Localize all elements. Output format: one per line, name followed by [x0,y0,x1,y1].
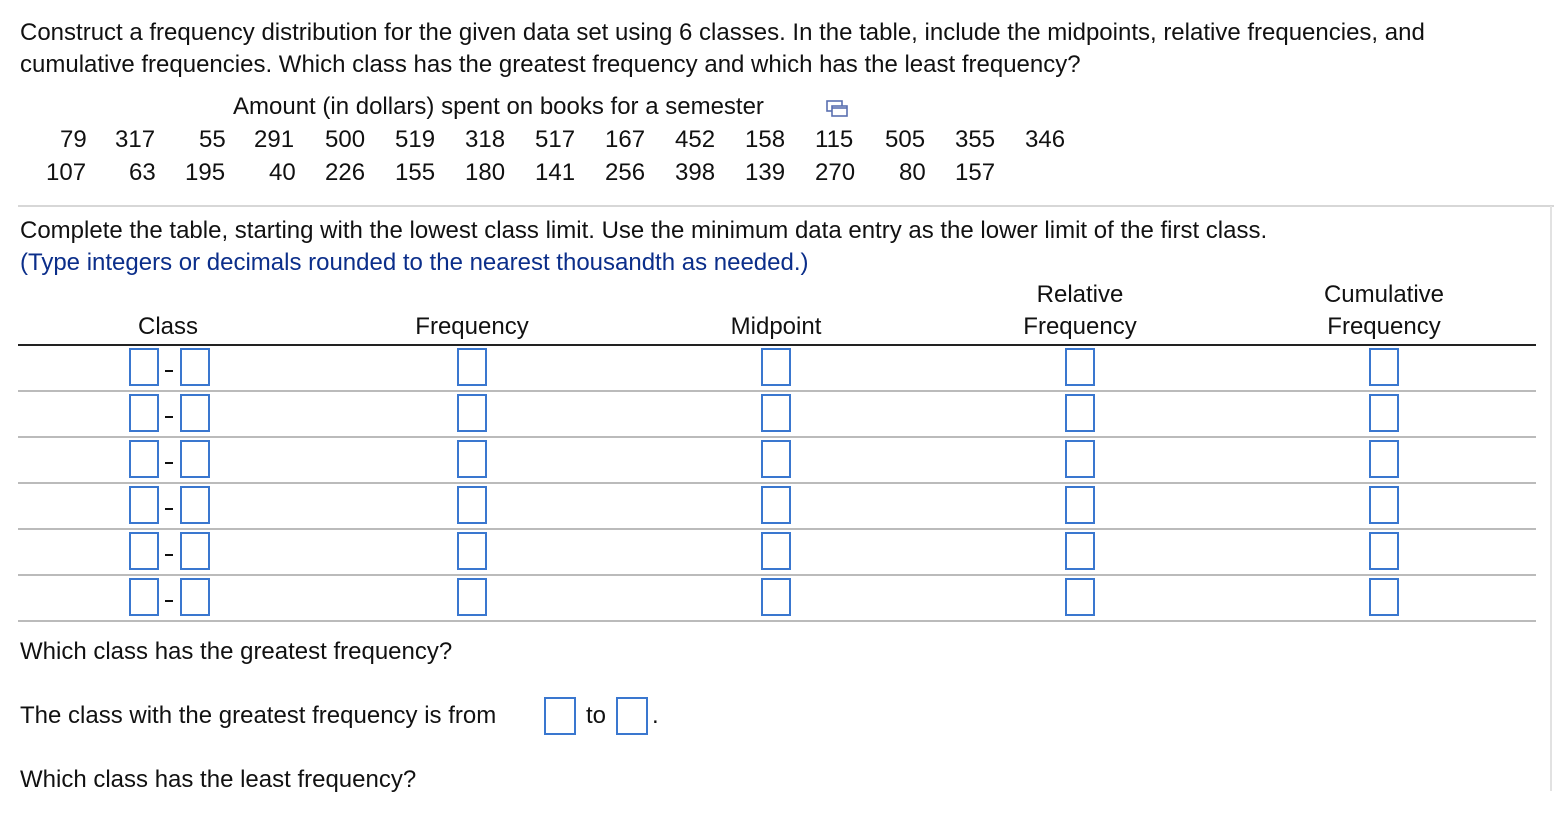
data-value: 398 [675,159,716,186]
data-value: 63 [129,159,156,186]
midpoint-input-4[interactable] [761,486,791,524]
header-frequency: Frequency [415,313,529,340]
relative-frequency-input-5[interactable] [1065,532,1095,570]
data-value: 158 [745,126,786,153]
panel-edge [1550,206,1552,791]
data-value: 226 [325,159,366,186]
midpoint-input-6[interactable] [761,578,791,616]
data-value: 79 [60,126,87,153]
cumulative-frequency-input-1[interactable] [1369,348,1399,386]
class-lower-input-2[interactable] [129,394,159,432]
class-lower-input-4[interactable] [129,486,159,524]
frequency-input-5[interactable] [457,532,487,570]
header-cumulative-frequency [1304,279,1464,343]
midpoint-input-5[interactable] [761,532,791,570]
data-row-1 [0,124,1100,156]
sentence-period: . [652,702,659,729]
data-value: 291 [254,126,295,153]
midpoint-input-2[interactable] [761,394,791,432]
header-relative-frequency [1000,279,1160,343]
relative-frequency-input-4[interactable] [1065,486,1095,524]
class-upper-input-1[interactable] [180,348,210,386]
class-lower-input-5[interactable] [129,532,159,570]
data-value: 270 [815,159,856,186]
data-value: 40 [269,159,296,186]
greatest-class-to-input[interactable] [616,697,648,735]
row-rule [18,620,1536,622]
data-value: 115 [815,126,854,153]
data-value: 195 [185,159,226,186]
cumulative-frequency-input-6[interactable] [1369,578,1399,616]
class-separator [165,462,173,464]
data-value: 157 [955,159,996,186]
data-value: 318 [465,126,506,153]
class-upper-input-6[interactable] [180,578,210,616]
data-value: 505 [885,126,926,153]
frequency-input-3[interactable] [457,440,487,478]
cumulative-frequency-input-2[interactable] [1369,394,1399,432]
greatest-class-from-input[interactable] [544,697,576,735]
data-value: 180 [465,159,506,186]
data-value: 139 [745,159,786,186]
to-label: to [586,702,607,729]
class-separator [165,370,173,372]
header-rule [18,344,1536,346]
copy-data-icon[interactable] [826,100,848,118]
rounding-hint: (Type integers or decimals rounded to the nearest thousandth as needed.) [20,249,809,276]
data-value: 256 [605,159,646,186]
greatest-frequency-answer-text: The class with the greatest frequency is from [20,702,497,729]
data-value: 141 [535,159,576,186]
frequency-input-4[interactable] [457,486,487,524]
class-upper-input-2[interactable] [180,394,210,432]
frequency-input-1[interactable] [457,348,487,386]
row-rule [18,528,1536,530]
relative-frequency-input-6[interactable] [1065,578,1095,616]
frequency-input-6[interactable] [457,578,487,616]
row-rule [18,574,1536,576]
midpoint-input-1[interactable] [761,348,791,386]
class-upper-input-5[interactable] [180,532,210,570]
data-value: 155 [395,159,436,186]
greatest-frequency-question: Which class has the greatest frequency? [20,638,453,665]
header-cumulative-line1: Cumulative [1323,281,1445,308]
frequency-input-2[interactable] [457,394,487,432]
class-lower-input-3[interactable] [129,440,159,478]
table-instruction: Complete the table, starting with the lowest class limit. Use the minimum data entry as the lower limit of the first class. [20,217,1268,244]
class-separator [165,554,173,556]
row-rule [18,390,1536,392]
data-row-2 [0,157,1100,189]
row-rule [18,482,1536,484]
data-value: 452 [675,126,716,153]
midpoint-input-3[interactable] [761,440,791,478]
data-value: 167 [605,126,646,153]
least-frequency-question: Which class has the least frequency? [20,766,417,793]
row-rule [18,436,1536,438]
data-value: 80 [899,159,926,186]
data-value: 107 [46,159,87,186]
class-lower-input-1[interactable] [129,348,159,386]
data-value: 500 [325,126,366,153]
data-set-title: Amount (in dollars) spent on books for a semester [233,93,764,120]
header-relative-line1: Relative [1036,281,1124,308]
class-lower-input-6[interactable] [129,578,159,616]
cumulative-frequency-input-3[interactable] [1369,440,1399,478]
cumulative-frequency-input-5[interactable] [1369,532,1399,570]
class-upper-input-4[interactable] [180,486,210,524]
data-value: 55 [199,126,226,153]
data-value: 519 [395,126,436,153]
relative-frequency-input-2[interactable] [1065,394,1095,432]
relative-frequency-input-1[interactable] [1065,348,1095,386]
data-value: 517 [535,126,576,153]
header-class: Class [137,313,198,340]
data-value: 355 [955,126,996,153]
class-upper-input-3[interactable] [180,440,210,478]
data-value: 346 [1025,126,1066,153]
header-relative-line2: Frequency [1023,313,1137,340]
data-value: 317 [115,126,156,153]
section-divider [18,205,1554,207]
relative-frequency-input-3[interactable] [1065,440,1095,478]
header-midpoint: Midpoint [730,313,822,340]
header-cumulative-line2: Frequency [1327,313,1441,340]
class-separator [165,416,173,418]
class-separator [165,508,173,510]
cumulative-frequency-input-4[interactable] [1369,486,1399,524]
question-prompt: Construct a frequency distribution for the given data set using 6 classes. In the table, include the midpoints, relative frequencies, and cumulative frequencies. Which class has the greatest frequency and which has the least frequency? [20,19,1425,78]
class-separator [165,600,173,602]
